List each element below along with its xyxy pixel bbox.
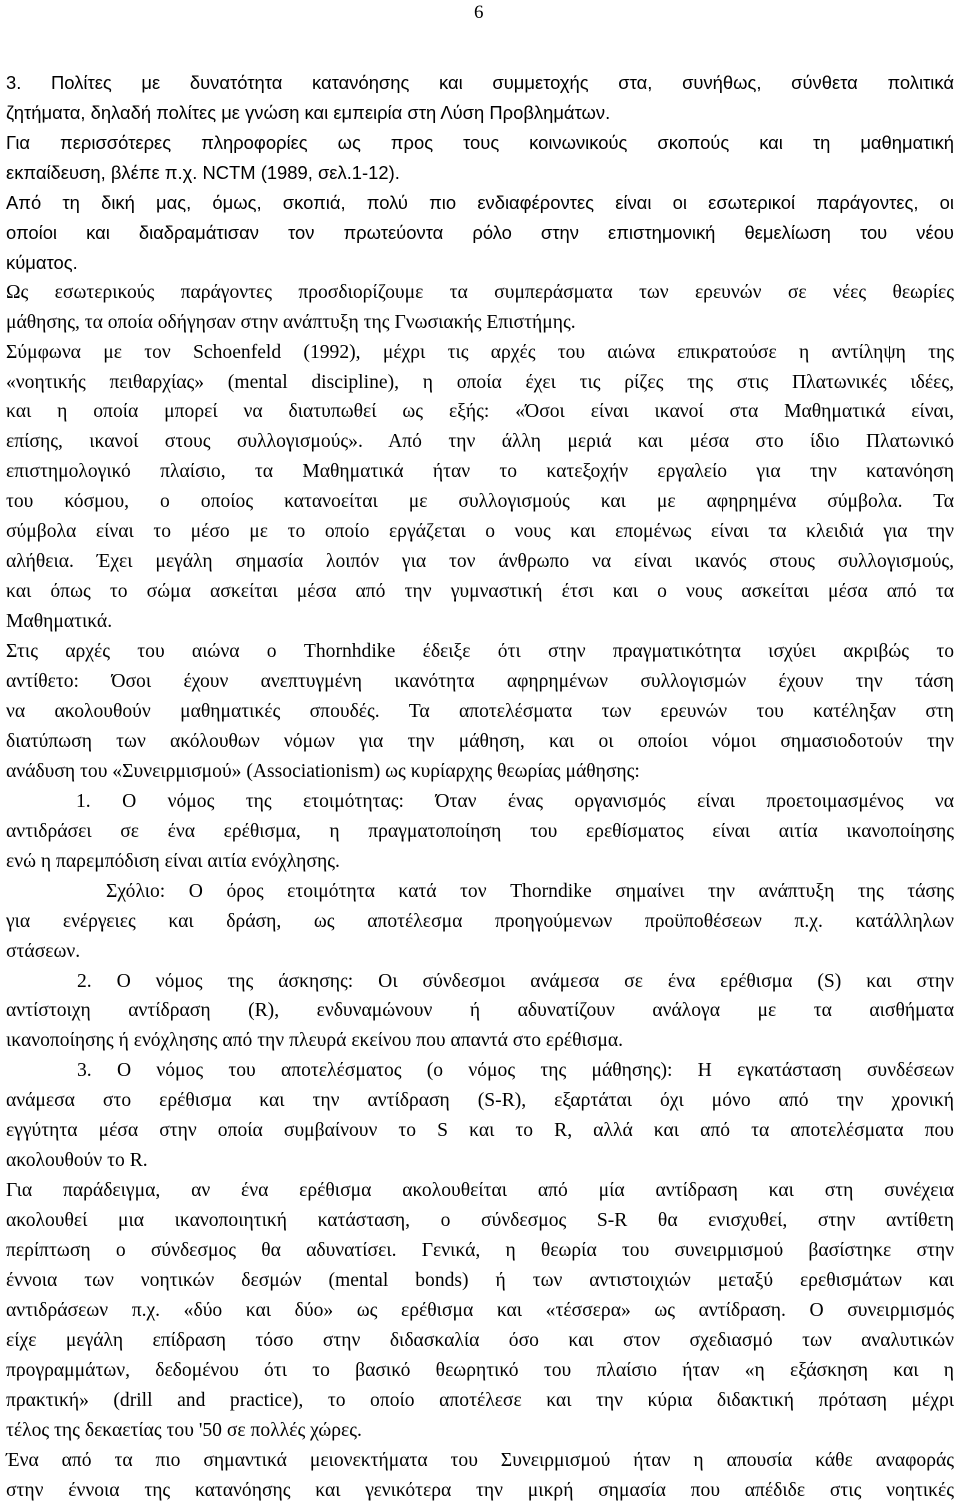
text-line: περίπτωση ο σύνδεσμος θα αδυνατίσει. Γενικά, η θεωρία του συνειρμισμού βασίστηκε στην <box>6 1240 954 1261</box>
text-line: αντίθετο: Όσοι έχουν ανεπτυγμένη ικανότητα αφηρημένων συλλογισμών έχουν την τάση <box>6 671 954 692</box>
text-line: αντιδράσεων π.χ. «δύο και δύο» ως ερέθισμα και «τέσσερα» ως αντίδραση. Ο συνειρμισμός <box>6 1300 954 1321</box>
text-line: στάσεων. <box>6 940 81 962</box>
text-line: ενώ η παρεμπόδιση είναι αιτία ενόχλησης. <box>6 850 340 872</box>
text-line: έννοια των νοητικών δεσμών (mental bonds) ή των αντιστοιχιών μεταξύ ερεθισμάτων και <box>6 1270 954 1291</box>
page-number: 6 <box>474 2 484 23</box>
text-line: για ενέργειες και δράση, ως αποτέλεσμα προηγούμενων προϋποθέσεων π.χ. κατάλληλων <box>6 910 954 932</box>
text-line: ζητήματα, δηλαδή πολίτες με γνώση και εμπειρία στη Λύση Προβλημάτων. <box>6 102 611 123</box>
text-line: Για παράδειγμα, αν ένα ερέθισμα ακολουθείται από μία αντίδραση και στη συνέχεια <box>6 1180 954 1202</box>
text-line: και η οποία μπορεί να διατυπωθεί ως εξής: «Όσοι είναι ικανοί στα Μαθηματικά είναι, <box>6 401 954 423</box>
text-line: εκπαίδευση, βλέπε π.χ. NCTM (1989, σελ.1-12). <box>6 161 400 183</box>
text-line: του κόσμου, ο οποίος κατανοείται με συλλογισμούς και με αφηρημένα σύμβολα. Τα <box>6 491 954 513</box>
text-line: επιστημολογικό πλαίσιο, τα Μαθηματικά ήταν το κατεξοχήν εργαλείο για την κατανόηση <box>6 461 954 483</box>
text-line: Ως εσωτερικούς παράγοντες προσδιορίζουμε τα συμπεράσματα των ερευνών σε νέες θεωρίες <box>6 281 954 303</box>
text-line: κύματος. <box>6 251 78 273</box>
text-line: στην έννοια της κατανόησης και γενικότερα την μικρή σημασία που απέδιδε στις νοητικές <box>6 1479 954 1501</box>
text-line: αλήθεια. Έχει μεγάλη σημασία λοιπόν για τον άνθρωπο να είναι ικανός στους συλλογισμούς, <box>6 551 954 573</box>
text-line: Για περισσότερες πληροφορίες ως προς τους κοινωνικούς σκοπούς και τη μαθηματική <box>6 131 954 153</box>
text-line: Σχόλιο: Ο όρος ετοιμότητα κατά τον Thorndike σημαίνει την ανάπτυξη της τάσης <box>106 880 954 902</box>
text-line: 3. Ο νόμος του αποτελέσματος (ο νόμος της μάθησης): Η εγκατάσταση συνδέσεων <box>77 1060 954 1082</box>
text-line: οποίοι και διαδραμάτισαν τον πρωτεύοντα ρόλο στην επιστημονική θεμελίωση του νέου <box>6 221 954 243</box>
text-line: να ακολουθούν μαθηματικές σπουδές. Τα αποτελέσματα των ερευνών του κατέληξαν στη <box>6 700 954 722</box>
text-line: Σύμφωνα με τον Schoenfeld (1992), μέχρι τις αρχές του αιώνα επικρατούσε η αντίληψη της <box>6 341 954 363</box>
text-line: ανάδυση του «Συνειρμισμού» (Associationism) ως κυρίαρχης θεωρίας μάθησης: <box>6 760 640 782</box>
text-line: σύμβολα είναι το μέσο με το οποίο εργάζεται ο νους και επομένως είναι τα κλειδιά για την <box>6 521 954 543</box>
text-line: είχε μεγάλη επίδραση τόσο στην διδασκαλία όσο και στον σχεδιασμό των αναλυτικών <box>6 1329 954 1351</box>
text-line: και όπως το σώμα ασκείται μέσα από την γυμναστική έτσι και ο νους ασκείται μέσα από τα <box>6 581 954 603</box>
text-line: Στις αρχές του αιώνα ο Thornhdike έδειξε ότι στην πραγματικότητα ισχύει ακριβώς το <box>6 641 954 662</box>
text-line: διατύπωση των ακόλουθων νόμων για την μάθηση, και οι οποίοι νόμοι σημασιοδοτούν την <box>6 730 954 752</box>
text-line: ικανοποίησης ή ενόχλησης από την πλευρά εκείνου που απαντά στο ερέθισμα. <box>6 1030 624 1052</box>
text-line: τέλος της δεκαετίας του '50 σε πολλές χώρες. <box>6 1419 362 1441</box>
text-line: 3. Πολίτες με δυνατότητα κατανόησης και συμμετοχής στα, συνήθως, σύνθετα πολιτικά <box>6 72 954 93</box>
text-line: αντιδράσει σε ένα ερέθισμα, η πραγματοποίηση του ερεθίσματος είναι αιτία ικανοποίησης <box>6 820 954 842</box>
text-line: ανάμεσα στο ερέθισμα και την αντίδραση (S-R), εξαρτάται όχι μόνο από την χρονική <box>6 1090 954 1112</box>
text-line: ακολουθεί μια ικανοποιητική κατάσταση, ο σύνδεσμος S-R θα ενισχυθεί, στην αντίθετη <box>6 1210 954 1232</box>
text-line: «νοητικής πειθαρχίας» (mental discipline), η οποία έχει τις ρίζες της στις Πλατωνικές ιδέες, <box>6 371 954 393</box>
text-line: ακολουθούν το R. <box>6 1150 148 1172</box>
text-line: προγραμμάτων, δεδομένου ότι το βασικό θεωρητικό του πλαίσιο ήταν «η εξάσκηση και η <box>6 1359 954 1381</box>
text-line: Μαθηματικά. <box>6 611 113 633</box>
text-line: εγγύτητα μέσα στην οποία συμβαίνουν το S και το R, αλλά και από τα αποτελέσματα που <box>6 1120 954 1142</box>
text-line: αντίστοιχη αντίδραση (R), ενδυναμώνουν ή αδυνατίζουν ανάλογα με τα αισθήματα <box>6 1000 954 1022</box>
text-line: 2. Ο νόμος της άσκησης: Οι σύνδεσμοι ανάμεσα σε ένα ερέθισμα (S) και στην <box>77 970 954 992</box>
text-line: Ένα από τα πιο σημαντικά μειονεκτήματα του Συνειρμισμού ήταν η απουσία κάθε αναφοράς <box>6 1449 954 1471</box>
text-line: επίσης, ικανοί στους συλλογισμούς». Από την άλλη μεριά και μέσα στο ίδιο Πλατωνικό <box>6 431 954 453</box>
text-line: 1. Ο νόμος της ετοιμότητας: Όταν ένας οργανισμός είναι προετοιμασμένος να <box>76 790 954 812</box>
text-line: Από τη δική μας, όμως, σκοπιά, πολύ πιο ενδιαφέροντες είναι οι εσωτερικοί παράγοντες, οι <box>6 191 954 213</box>
text-line: πρακτική» (drill and practice), το οποίο αποτέλεσε και την κύρια διδακτική πρόταση μέχρι <box>6 1389 954 1411</box>
text-line: μάθησης, τα οποία οδήγησαν στην ανάπτυξη της Γνωσιακής Επιστήμης. <box>6 311 576 333</box>
